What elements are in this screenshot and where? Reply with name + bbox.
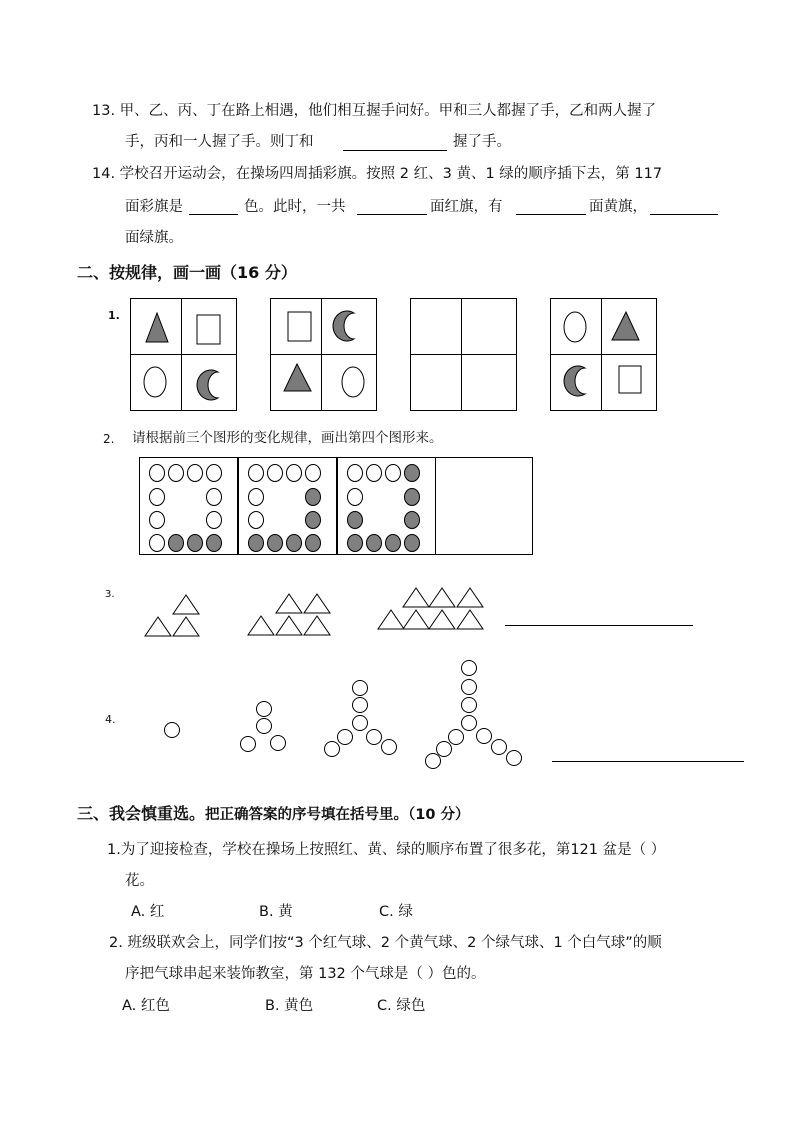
p3-q2-line1: 2. 班级联欢会上，同学们按“3 个红气球、2 个黄气球、2 个绿气球、1 个白气球”的顺 (109, 935, 662, 951)
circle-outline (477, 729, 492, 744)
p3-q1-line1: 1.为了迎接检查，学校在操场上按照红、黄、绿的顺序布置了很多花，第121 盆是（ ） (107, 842, 666, 858)
circle-outline (462, 716, 477, 731)
q13-line2-start: 手，丙和一人握了手。则丁和 (125, 134, 314, 150)
p3-q2-line2: 序把气球串起来装饰教室，第 132 个气球是（ ）色的。 (125, 966, 486, 982)
circle-outline (257, 719, 272, 734)
circle-outline (257, 702, 272, 717)
circle-outline (437, 742, 452, 757)
q14-line2-part4: 面黄旗， (589, 199, 647, 215)
p2-q1-number: 1. (108, 309, 120, 322)
q14-line2-part2: 色。此时，一共 (244, 199, 346, 215)
circle-outline (492, 740, 507, 755)
circle-outline (271, 736, 286, 751)
circle-outline (325, 742, 340, 757)
circle-outline (449, 730, 464, 745)
q14-line1: 14. 学校召开运动会，在操场四周插彩旗。按照 2 红、3 黄、1 绿的顺序插下去，第 117 (92, 166, 663, 182)
p2-q2-number: 2. (103, 432, 115, 446)
p3-q2-option-b[interactable]: B. 黄色 (265, 998, 314, 1014)
section-3-heading-instruction: 把正确答案的序号填在括号里。（10 分） (205, 807, 470, 823)
circle-outline (462, 698, 477, 713)
circle-outline (382, 740, 397, 755)
p2-q4-answer-line[interactable] (552, 761, 744, 762)
p3-q2-option-c[interactable]: C. 绿色 (377, 998, 426, 1014)
circle-outline (367, 730, 382, 745)
circle-outline (462, 661, 477, 676)
p2-q3-number: 3. (105, 589, 115, 600)
p2-q4-number: 4. (105, 713, 116, 726)
section-2-heading: 二、按规律，画一画（16 分） (77, 263, 297, 282)
circle-outline (507, 751, 522, 766)
circle-outline (353, 698, 368, 713)
circle-outline (353, 681, 368, 696)
circle-outline (462, 680, 477, 695)
circle-outline (241, 737, 256, 752)
circle-outline (338, 730, 353, 745)
p2-q2-instruction: 请根据前三个图形的变化规律，画出第四个图形来。 (132, 430, 443, 446)
q14-line3: 面绿旗。 (125, 230, 183, 246)
q13-line1: 13. 甲、乙、丙、丁在路上相遇，他们相互握手问好。甲和三人都握了手，乙和两人握了 (92, 103, 657, 119)
p3-q1-line2: 花。 (125, 873, 154, 889)
circle-outline (165, 723, 180, 738)
section-3-heading (77, 806, 470, 823)
circle-outline (353, 716, 368, 731)
section-3-heading-bold: 三、我会慎重选。 (77, 804, 206, 823)
p3-q1-option-b[interactable]: B. 黄 (259, 904, 293, 920)
q13-line2-end: 握了手。 (453, 134, 511, 150)
p3-q1-option-c[interactable]: C. 绿 (379, 904, 413, 920)
p3-q2-option-a[interactable]: A. 红色 (122, 998, 170, 1014)
p3-q1-option-a[interactable]: A. 红 (131, 904, 165, 920)
circle-outline (426, 754, 441, 769)
q14-line2-part3: 面红旗，有 (430, 199, 503, 215)
q14-line2-part1: 面彩旗是 (125, 199, 183, 215)
